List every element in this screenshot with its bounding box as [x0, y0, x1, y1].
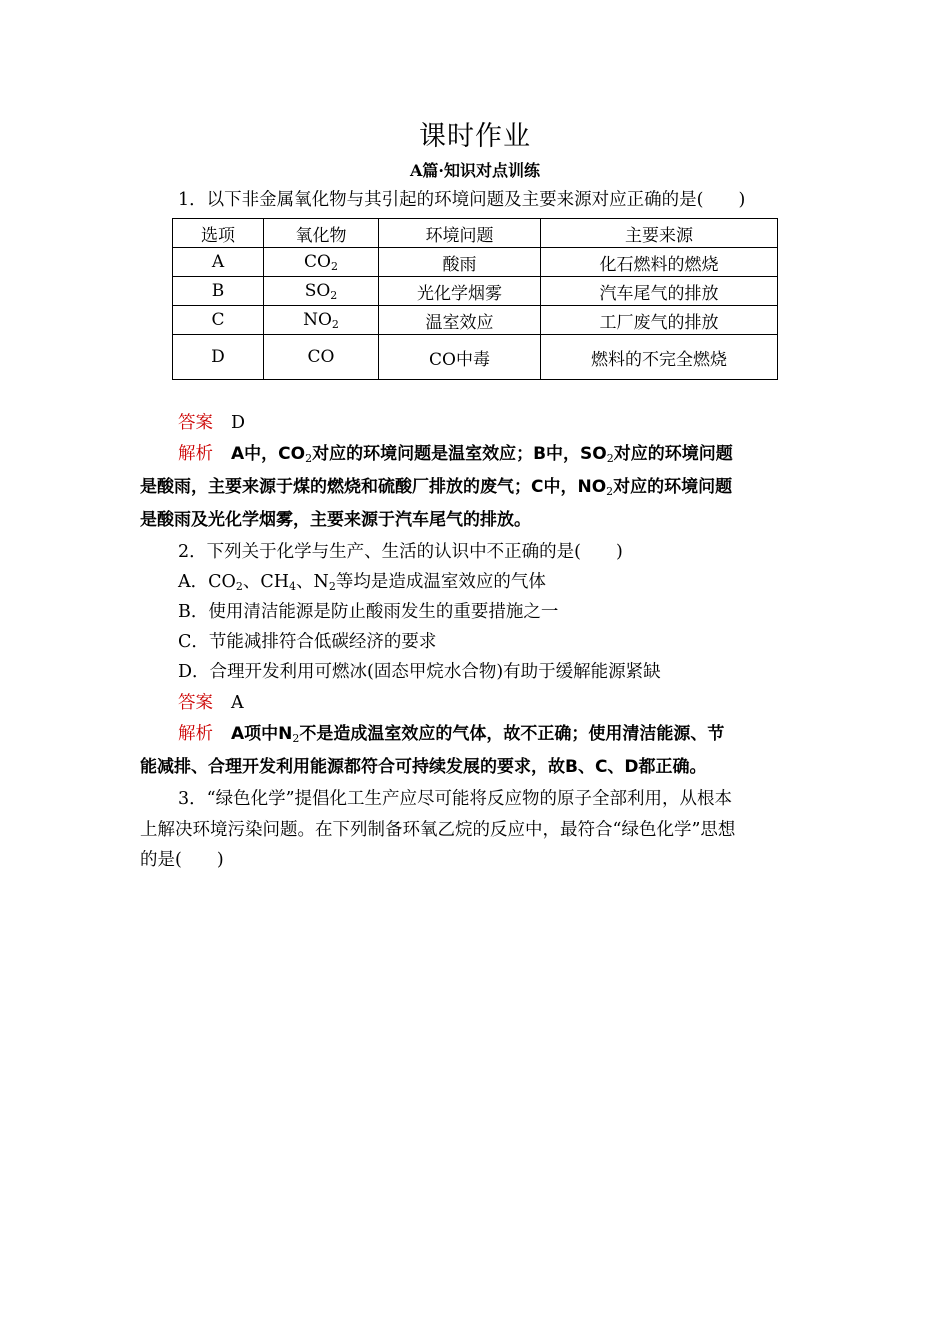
- table-header-row: [173, 219, 778, 248]
- table-header: 主要来源: [541, 219, 778, 248]
- question-2-answer: [178, 688, 244, 718]
- table-cell: 工厂废气的排放: [541, 306, 778, 335]
- question-2-analysis-line-2: 能减排、合理开发利用能源都符合可持续发展的要求，故B、C、D都正确。: [140, 757, 707, 777]
- table-row: [173, 248, 778, 277]
- page-title: 课时作业: [419, 121, 531, 152]
- question-3-line-2: 上解决环境污染问题。在下列制备环氧乙烷的反应中，最符合“绿色化学”思想: [140, 820, 736, 840]
- table-cell: $CO_2$: [264, 248, 379, 277]
- oxide-table: [172, 218, 778, 380]
- question-2-analysis-line-1: 解析 A项中$N_2$不是造成温室效应的气体，故不正确；使用清洁能源、节: [178, 724, 725, 745]
- table-cell: A: [173, 248, 264, 277]
- question-1-stem: 1．以下非金属氧化物与其引起的环境问题及主要来源对应正确的是( ): [178, 190, 746, 210]
- answer-value: D: [231, 413, 246, 433]
- answer-label: 答案: [178, 413, 213, 433]
- table-cell: 汽车尾气的排放: [541, 277, 778, 306]
- table-cell: $SO_2$: [264, 277, 379, 306]
- question-2-option-d: D．合理开发利用可燃冰(固态甲烷水合物)有助于缓解能源紧缺: [178, 662, 661, 682]
- table-cell: 酸雨: [379, 248, 541, 277]
- table-row: [173, 277, 778, 306]
- table-header: 选项: [173, 219, 264, 248]
- table-cell: 化石燃料的燃烧: [541, 248, 778, 277]
- question-2-option-c: C．节能减排符合低碳经济的要求: [178, 632, 437, 652]
- table-cell: $NO_2$: [264, 306, 379, 335]
- question-1-analysis-line-3: 是酸雨及光化学烟雾，主要来源于汽车尾气的排放。: [140, 510, 531, 530]
- table-row: [173, 306, 778, 335]
- question-2-stem: 2．下列关于化学与生产、生活的认识中不正确的是( ): [178, 542, 623, 562]
- table-cell: B: [173, 277, 264, 306]
- table-header: 氧化物: [264, 219, 379, 248]
- table-cell: 燃料的不完全燃烧: [541, 335, 778, 380]
- table-cell: 温室效应: [379, 306, 541, 335]
- table-cell: CO: [264, 335, 379, 380]
- question-1-analysis-line-1: 解析 A中，$CO_2$对应的环境问题是温室效应；B中，$SO_2$对应的环境问题: [178, 444, 733, 465]
- analysis-label: 解析: [178, 724, 213, 744]
- table-header: 环境问题: [379, 219, 541, 248]
- question-3-line-3: 的是( ): [140, 850, 224, 870]
- table-cell: 光化学烟雾: [379, 277, 541, 306]
- table-cell: C: [173, 306, 264, 335]
- question-3-line-1: 3．“绿色化学”提倡化工生产应尽可能将反应物的原子全部利用，从根本: [178, 789, 733, 809]
- question-1-analysis-line-2: 是酸雨，主要来源于煤的燃烧和硫酸厂排放的废气；C中，$NO_2$对应的环境问题: [140, 477, 733, 498]
- analysis-label: 解析: [178, 444, 213, 464]
- question-1-answer: [178, 408, 245, 438]
- table-cell: CO中毒: [379, 335, 541, 380]
- table-cell: D: [173, 335, 264, 380]
- answer-value: A: [231, 693, 244, 713]
- question-2-option-a: A．$CO_2$、$CH_4$、$N_2$等均是造成温室效应的气体: [178, 572, 546, 593]
- table-row: [173, 335, 778, 380]
- question-2-option-b: B．使用清洁能源是防止酸雨发生的重要措施之一: [178, 602, 559, 622]
- answer-label: 答案: [178, 693, 213, 713]
- section-subtitle: A篇·知识对点训练: [410, 161, 540, 180]
